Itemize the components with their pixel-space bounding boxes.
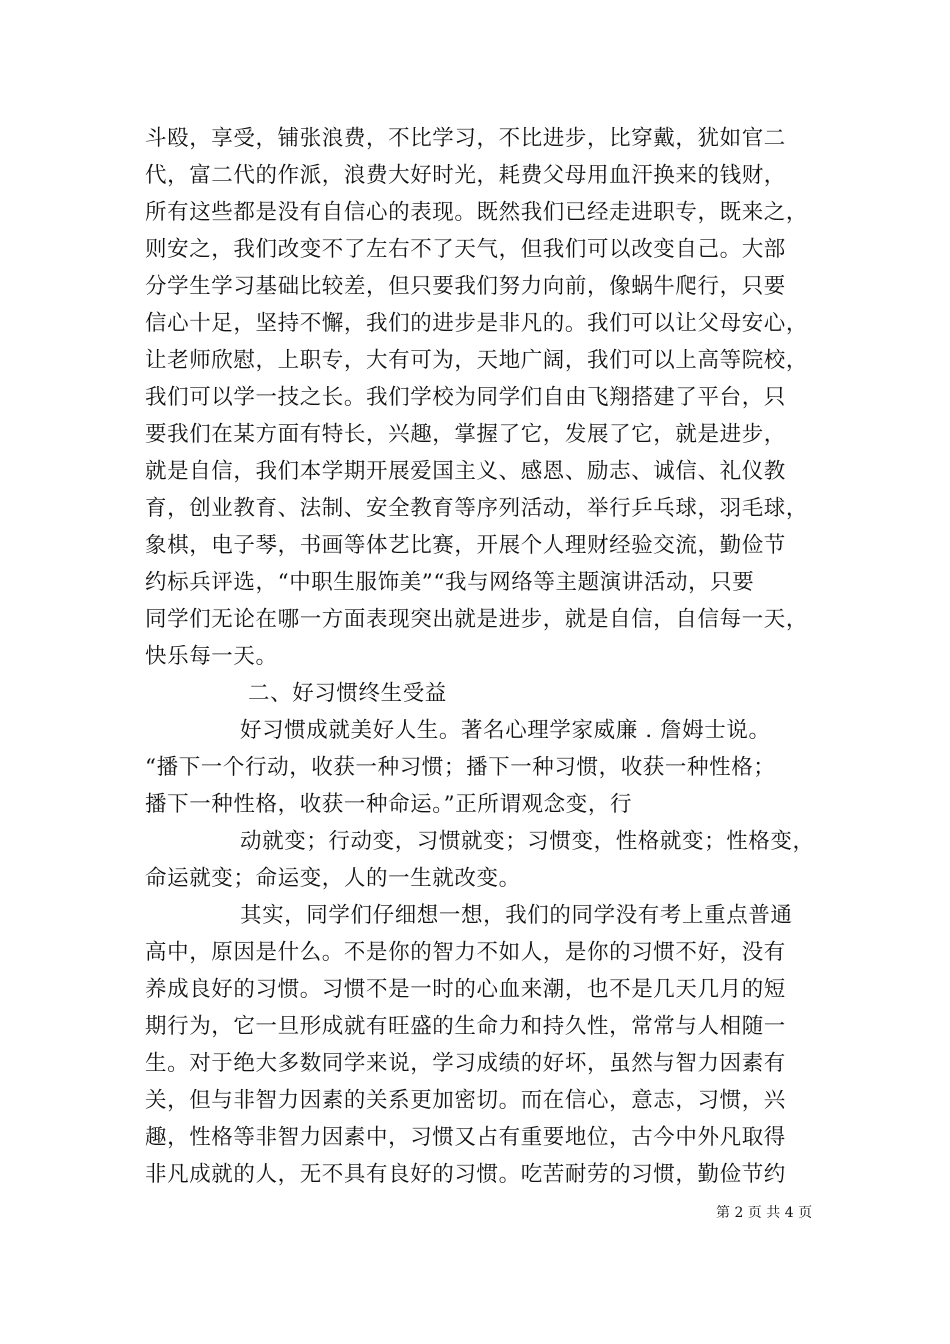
text-line-8: 我们可以学一技之长。我们学校为同学们自由飞翔搭建了平台，只 xyxy=(145,385,786,410)
text-line-23: 高中，原因是什么。不是你的智力不如人，是你的习惯不好，没有 xyxy=(145,940,786,965)
text-line-19: 播下一种性格，收获一种命运。”正所谓观念变，行 xyxy=(145,792,633,817)
text-line-15: 快乐每一天。 xyxy=(145,644,278,669)
text-line-12: 象棋，电子琴，书画等体艺比赛，开展个人理财经验交流，勤俭节 xyxy=(145,533,786,558)
text-line-18: “播下一个行动，收获一种习惯；播下一种习惯，收获一种性格； xyxy=(145,755,776,780)
text-line-13: 约标兵评选，“中职生服饰美”“我与网络等主题演讲活动，只要 xyxy=(145,570,755,595)
text-line-3: 所有这些都是没有自信心的表现。既然我们已经走进职专，既来之， xyxy=(145,200,809,225)
page-number-footer: 第 2 页 共 4 页 xyxy=(716,1205,813,1221)
text-line-4: 则安之，我们改变不了左右不了天气，但我们可以改变自己。大部 xyxy=(145,237,786,262)
text-line-20: 动就变；行动变，习惯就变；习惯变，性格就变；性格变， xyxy=(240,829,815,854)
text-line-17: 好习惯成就美好人生。著名心理学家威廉 . 詹姆士说。 xyxy=(240,718,771,743)
text-line-9: 要我们在某方面有特长，兴趣，掌握了它，发展了它，就是进步， xyxy=(145,422,786,447)
text-line-1: 斗殴，享受，铺张浪费，不比学习，不比进步，比穿戴，犹如官二 xyxy=(145,126,786,151)
section-heading: 二、好习惯终生受益 xyxy=(248,681,447,706)
text-line-26: 生。对于绝大多数同学来说，学习成绩的好坏，虽然与智力因素有 xyxy=(145,1051,786,1076)
text-line-2: 代，富二代的作派，浪费大好时光，耗费父母用血汗换来的钱财， xyxy=(145,163,786,188)
text-line-22: 其实，同学们仔细想一想，我们的同学没有考上重点普通 xyxy=(240,903,793,928)
text-line-14: 同学们无论在哪一方面表现突出就是进步，就是自信，自信每一天， xyxy=(145,607,809,632)
text-line-10: 就是自信，我们本学期开展爱国主义、感恩、励志、诚信、礼仪教 xyxy=(145,459,786,484)
text-line-11: 育，创业教育、法制、安全教育等序列活动，举行乒乓球，羽毛球， xyxy=(145,496,809,521)
text-line-5: 分学生学习基础比较差，但只要我们努力向前，像蜗牛爬行，只要 xyxy=(145,274,786,299)
text-line-6: 信心十足，坚持不懈，我们的进步是非凡的。我们可以让父母安心， xyxy=(145,311,809,336)
text-line-21: 命运就变；命运变，人的一生就改变。 xyxy=(145,866,521,891)
text-line-25: 期行为，它一旦形成就有旺盛的生命力和持久性，常常与人相随一 xyxy=(145,1014,786,1039)
text-line-7: 让老师欣慰，上职专，大有可为，天地广阔，我们可以上高等院校， xyxy=(145,348,809,373)
text-line-27: 关，但与非智力因素的关系更加密切。而在信心，意志，习惯，兴 xyxy=(145,1088,786,1113)
text-line-24: 养成良好的习惯。习惯不是一时的心血来潮，也不是几天几月的短 xyxy=(145,977,786,1002)
text-line-29: 非凡成就的人，无不具有良好的习惯。吃苦耐劳的习惯，勤俭节约 xyxy=(145,1162,786,1187)
text-line-28: 趣，性格等非智力因素中，习惯又占有重要地位，古今中外凡取得 xyxy=(145,1125,786,1150)
